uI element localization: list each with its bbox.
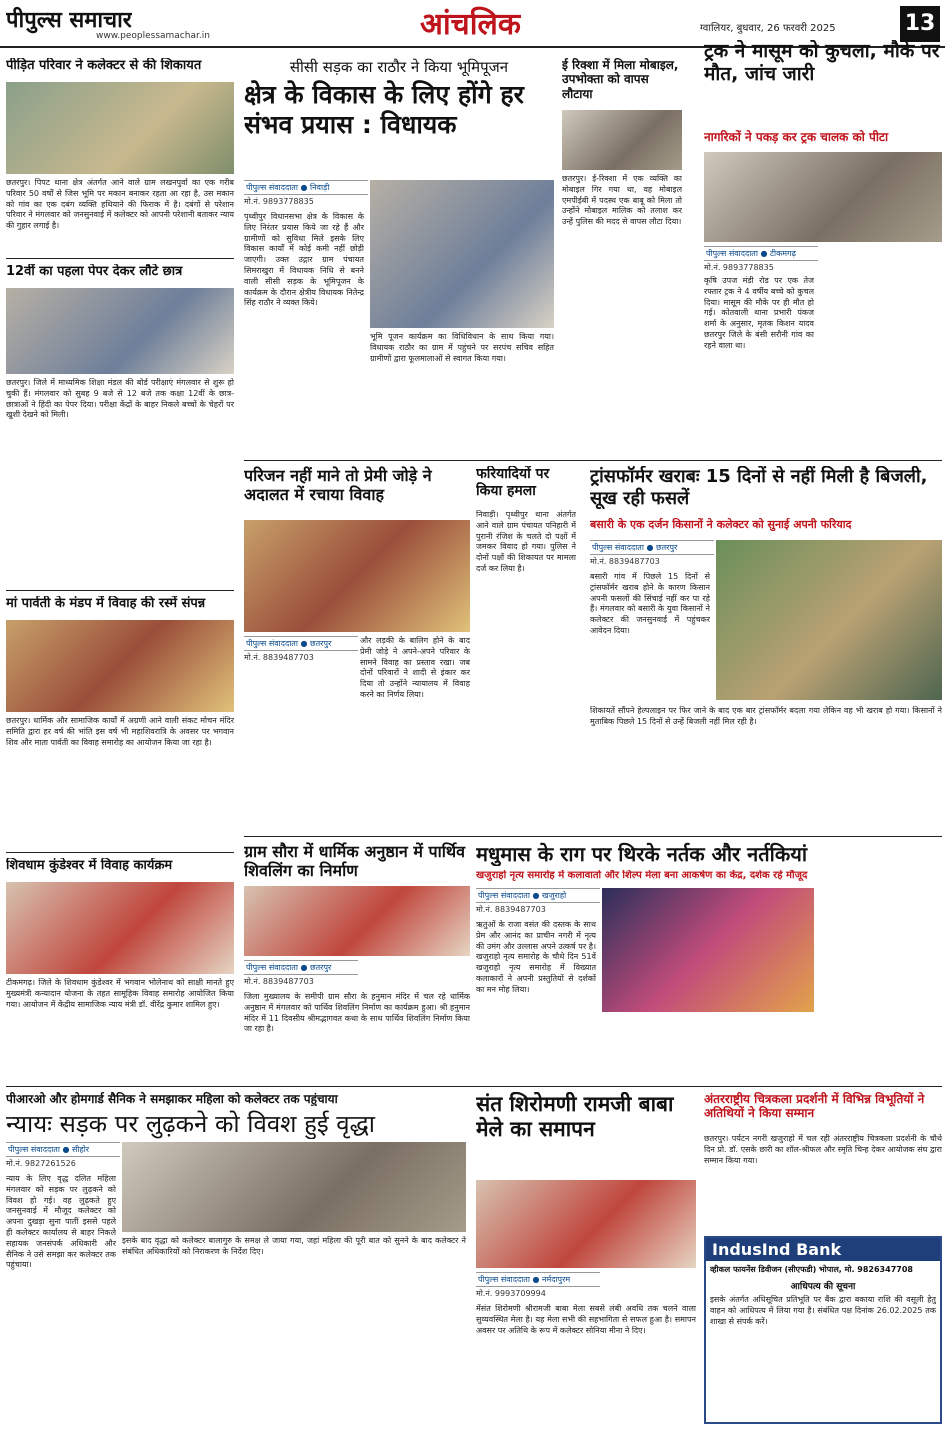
bank-branch: व्हीकल फायनेंस डिवीजन (सीएफडी) भोपाल, मो. 9826347708 [710, 1265, 913, 1274]
divider [244, 836, 942, 837]
couple-photo [244, 520, 470, 632]
dance-headline: मधुमास के राग पर थिरके नर्तक और नर्तकियां [476, 842, 807, 866]
dance-subhead: खजुराहो नृत्य समारोह में कलावार्ता और शिल्प मेला बना आकर्षण का केंद्र, दर्शक रहे मौजूद [476, 870, 808, 881]
left-s1-text: छतरपुर। पिपट थाना क्षेत्र अंतर्गत आने वाले ग्राम लखनपुर्वा का एक गरीब परिवार 50 वर्षों से जिस भूमि पर मकान बनाकर रहता आ रहा है, उस मकान को गांव का एक दबंग व्यक्ति हथियाने की फिराक में है। दबंगों से परेशान परिवार ने मंगलवार को जनसुनवाई में कलेक्टर को आपनी परेशानी बताकर न्याय की गुहार लगाई है। [6, 178, 234, 231]
divider [6, 1086, 942, 1087]
mass-wedding-photo [6, 882, 234, 974]
left-s4-text: टीकमगढ़। जिले के शिवधाम कुंडेश्वर में भगवान भोलेनाथ को साक्षी मानते हुए मुख्यमंत्री कन्यादान योजना के तहत सामूहिक विवाह समारोह आयोजित किया गया। आयोजन में केंद्रीय सामाजिक न्याय मंत्री डॉ. वीरेंद्र कुमार शामिल हुए। [6, 978, 234, 1009]
bank-notice-title: आधिपत्य की सूचना [790, 1282, 856, 1292]
truck-text: कृषि उपज मंडी रोड पर एक तेज रफ्तार ट्रक ने 4 वर्षीय बच्चे को कुचल दिया। मासूम की मौके पर ही मौत हो गई। कोतवाली थाना प्रभारी पंकज शर्मा के अनुसार, मृतक किशन यादव छतरपुर जिले के बंसी सरौनी गांव का रहने वाला था। [704, 276, 814, 350]
truck-mobile: मो.नं. 9893778835 [704, 263, 774, 272]
transformer-text: बसारी गांव में पिछले 15 दिनों से ट्रांसफॉर्मर खराब होने के कारण किसान अपनी फसलों की सिंचाई नहीं कर पा रहे हैं। मंगलवार को बसारी के युवा किसानों ने कलेक्टर की जनसुनवाई में पहुंचकर आवेदन दिया। [590, 572, 710, 635]
dance-mobile: मो.नं. 8839487703 [476, 905, 546, 914]
fair-text: मेंसंत शिरोमणी श्रीरामजी बाबा मेला सबसे लंबी अवधि तक चलने वाला सुव्यवस्थित मेला है। यह मेला सभी की सहभागिता से सफल हुआ है। समापन अवसर पर अतिथि के रूप में कलेक्टर सोनिया मीना ने दिए। [476, 1304, 696, 1335]
fair-mobile: मो.नं. 9993709994 [476, 1289, 546, 1298]
transformer-caption: शिकायतें सौंपने हेल्पलाइन पर फिर जाने के बाद एक बार ट्रांसफॉर्मर बदला गया लेकिन वह भी खराब हो गया। किसानों ने मुताबिक पिछले 15 दिनों से उन्हें बिजली नहीं मिल रही है। [590, 706, 942, 726]
students-photo [6, 288, 234, 374]
page-number: 13 [900, 6, 940, 42]
bank-notice-body: इसके अंतर्गत अधिसूचित प्रतिभूति पर बैंक द्वारा बकाया राशि की वसूली हेतु वाहन को आधिपत्य में लिया गया है। संबंधित पक्ष दिनांक 26.02.2025 तक शाखा से संपर्क करें। [710, 1295, 936, 1326]
truck-byline: पीपुल्स संवाददाता ● टीकमगढ़ [704, 246, 818, 261]
marriage-mobile: मो.नं. 8839487703 [244, 653, 314, 662]
oldwoman-photo [122, 1142, 466, 1232]
divider [6, 258, 234, 259]
painting-text: छतरपुर। पर्यटन नगरी खजुराहो में चल रही अंतरराष्ट्रीय चित्रकला प्रदर्शनी के चौथे दिन प्रो. डॉ. एसके छारी का शॉल-श्रीफल और स्मृति चिन्ह देकर आयोजक संघ द्वारा सम्मान किया गया। [704, 1134, 942, 1165]
divider [244, 460, 942, 461]
divider [6, 590, 234, 591]
transformer-mobile: मो.नं. 8839487703 [590, 557, 660, 566]
painting-headline: अंतरराष्ट्रीय चित्रकला प्रदर्शनी में विभिन्न विभूतियों ने अतिथियों ने किया सम्मान [704, 1092, 925, 1121]
oldwoman-text: न्याय के लिए वृद्ध दलित महिला मंगलवार को सड़क पर लुढ़कने को विवश हो गई। वह लुढ़कते हुए जनसुनवाई में मौजूद कलेक्टर को अपना दुखड़ा सुना पातीं इससे पहले ही कलेक्टर कार्यालय से बाहर निकले सहायक जनसंपर्क अधिकारी और सैनिक ने उसे समझा कर कलेक्टर तक पहुंचाया। [6, 1174, 116, 1270]
divider [6, 852, 234, 853]
fair-byline: पीपुल्स संवाददाता ● नर्मदापुरम [476, 1272, 600, 1287]
oldwoman-byline: पीपुल्स संवाददाता ● सीहोर [6, 1142, 120, 1157]
left-s1-headline: पीड़ित परिवार ने कलेक्टर से की शिकायत [6, 58, 202, 73]
bank-logo: IndusInd Bank [706, 1238, 940, 1261]
dance-byline: पीपुल्स संवाददाता ● खजुराहो [476, 888, 600, 903]
farmers-photo [716, 540, 942, 700]
erickshaw-headline: ई रिक्शा में मिला मोबाइल, उपभोक्ता को वापस लौटाया [562, 58, 679, 101]
attack-headline: फरियादियों पर किया हमला [476, 466, 550, 499]
shivling-photo [244, 886, 470, 956]
center-byline: पीपुल्स संवाददाता ● निवाड़ी [244, 180, 368, 195]
left-s3-text: छतरपुर। धार्मिक और सामाजिक कार्यों में अग्रणी आने वाली संकट मोचन मंदिर समिति द्वारा हर वर्ष की भांति इस वर्ष भी महाशिवरात्रि के अवसर पर भगवान शिव और माता पार्वती का विवाह समारोह का आयोजन किया जा रहा है। [6, 716, 234, 747]
dance-text: ऋतुओं के राजा वसंत की दस्तक के साथ प्रेम और आनंद का प्राचीन नगरी में नृत्य की उमंग और उल्लास अपने उत्कर्ष पर है। खजुराहो नृत्य समारोह के चौथे दिन 51वें खजुराहो नृत्य समारोह में विख्यात कलाकारों ने अपनी प्रस्तुतियों से दर्शकों का मन मोह लिया। [476, 920, 596, 994]
marriage-headline: परिजन नहीं माने तो प्रेमी जोड़े ने अदालत में रचाया विवाह [244, 466, 432, 505]
ritual-mobile: मो.नं. 8839487703 [244, 977, 314, 986]
brand-logo: पीपुल्स समाचार [6, 7, 132, 33]
ritual-text: जिला मुख्यालय के समीपी ग्राम सौरा के हनुमान मंदिर में चल रहे धार्मिक अनुष्ठान में मंगलवार को पार्थिव शिवलिंग निर्माण का कार्यक्रम हुआ। श्री हनुमान मंदिर में 11 दिवसीय श्रीमद्भागवत कथा के साथ पार्थिव शिवलिंग निर्माण किया जा रहा है। [244, 992, 470, 1034]
center-caption: भूमि पूजन कार्यक्रम का विधिविधान के साथ किया गया। विधायक राठौर का ग्राम में पहुंचने पर सरपंच सचिव सहित ग्रामीणों द्वारा फूलमालाओं से स्वागत किया गया। [370, 332, 554, 363]
bhoomipujan-photo [370, 180, 554, 328]
center-text: पृथ्वीपुर विधानसभा क्षेत्र के विकास के लिए निरंतर प्रयास किये जा रहे हैं और ग्रामीणों को सुविधा मिले इसके लिए विकास कार्यों में कोई कमी नहीं छोड़ी जाएगी। उक्त उद्गार ग्राम पंचायत सिमराखुरा में विधायक निधि से बनने वाली सीसी सड़क के भूमिपूजन के कार्यक्रम के दौरान क्षेत्रीय विधायक नितेन्द्र सिंह राठौर ने व्यक्त किये। [244, 212, 364, 308]
wedding-rituals-photo [6, 620, 234, 712]
ritual-byline: पीपुल्स संवाददाता ● छतरपुर [244, 960, 358, 975]
complaint-photo [6, 82, 234, 174]
dance-text-cont [820, 888, 942, 1082]
truck-photo [704, 152, 942, 242]
dance-photo [602, 888, 814, 1012]
truck-headline: ट्रक ने मासूम को कुचला, मौके पर मौत, जांच जारी [704, 40, 940, 85]
transformer-subhead: बसारी के एक दर्जन किसानों ने कलेक्टर को सुनाई अपनी फरियाद [590, 518, 852, 531]
marriage-byline: पीपुल्स संवाददाता ● छतरपुर [244, 636, 358, 651]
oldwoman-kicker: पीआरओ और होमगार्ड सैनिक ने समझाकर महिला को कलेक्टर तक पहुंचाया [6, 1092, 338, 1106]
ritual-headline: ग्राम सौरा में धार्मिक अनुष्ठान में पार्थिव शिवलिंग का निर्माण [244, 842, 465, 881]
transformer-byline: पीपुल्स संवाददाता ● छतरपुर [590, 540, 714, 555]
dateline: ग्वालियर, बुधवार, 26 फरवरी 2025 [700, 23, 836, 34]
attack-text: निवाड़ी। पृथ्वीपुर थाना अंतर्गत आने वाले ग्राम पंचायत पनिहारी में पुरानी रंजिश के चलते दो पक्षों में जमकर विवाद हो गया। पुलिस ने दोनों पक्षों की शिकायत पर मामला दर्ज कर लिया है। [476, 510, 576, 573]
fair-headline: संत शिरोमणी रामजी बाबा मेले का समापन [476, 1092, 674, 1142]
erickshaw-text: छतरपुर। ई-रिक्शा में एक व्यक्ति का मोबाइल गिर गया था, वह मोबाइल एमपीईबी में पदस्थ एक बाबू को मिला तो उन्होंने मोबाइल मालिक को तलाश कर उन्हें पुलिस की मदद से वापस लौटा दिया। [562, 174, 682, 227]
fair-photo [476, 1180, 696, 1268]
oldwoman-mobile: मो.नं. 9827261526 [6, 1159, 76, 1168]
truck-subhead: नागरिकों ने पकड़ कर ट्रक चालक को पीटा [704, 130, 889, 144]
website-link[interactable]: www.peoplessamachar.in [96, 31, 210, 41]
section-title: आंचलिक [420, 7, 521, 42]
center-mobile: मो.नं. 9893778835 [244, 197, 314, 206]
center-headline: क्षेत्र के विकास के लिए होंगे हर संभव प्रयास : विधायक [244, 80, 524, 139]
oldwoman-headline: न्यायः सड़क पर लुढ़कने को विवश हुई वृद्धा [6, 1110, 376, 1138]
oldwoman-caption: इसके बाद वृद्धा को कलेक्टर बालागुरु के समक्ष ले जाया गया, जहां महिला की पूरी बात को सुनने के बाद कलेक्टर ने संबंधित अधिकारियों को निराकरण के निर्देश दिए। [122, 1236, 466, 1256]
center-kicker: सीसी सड़क का राठौर ने किया भूमिपूजन [289, 58, 509, 76]
marriage-text: और लड़की के बालिग होने के बाद प्रेमी जोड़े ने अपने-अपने परिवार के सामने विवाह का प्रस्ताव रखा। जब दोनों परिवारों ने शादी से इंकार कर दिया तो उन्होंने न्यायालय में विवाह करने का निर्णय लिया। [360, 636, 470, 699]
left-s3-headline: मां पार्वती के मंडप में विवाह की रस्में संपन्न [6, 596, 206, 611]
left-s2-headline: 12वीं का पहला पेपर देकर लौटे छात्र [6, 264, 183, 279]
transformer-headline: ट्रांसफॉर्मर खराबः 15 दिनों से नहीं मिली है बिजली, सूख रही फसलें [590, 466, 928, 509]
left-s4-headline: शिवधाम कुंडेश्वर में विवाह कार्यक्रम [6, 858, 173, 873]
truck-text-cont [820, 246, 942, 456]
mobile-return-photo [562, 110, 682, 170]
left-s2-text: छतरपुर। जिले में माध्यमिक शिक्षा मंडल की बोर्ड परीक्षाएं मंगलवार से शुरू हो चुकी हैं। मंगलवार को सुबह 9 बजे से 12 बजे तक कक्षा 12वीं के छात्र-छात्राओं ने हिंदी का पेपर दिया। परीक्षा केंद्रों के बाहर निकले बच्चों के चेहरों पर खुशी देखने को मिली। [6, 378, 234, 420]
bank-notice-ad [704, 1236, 942, 1424]
